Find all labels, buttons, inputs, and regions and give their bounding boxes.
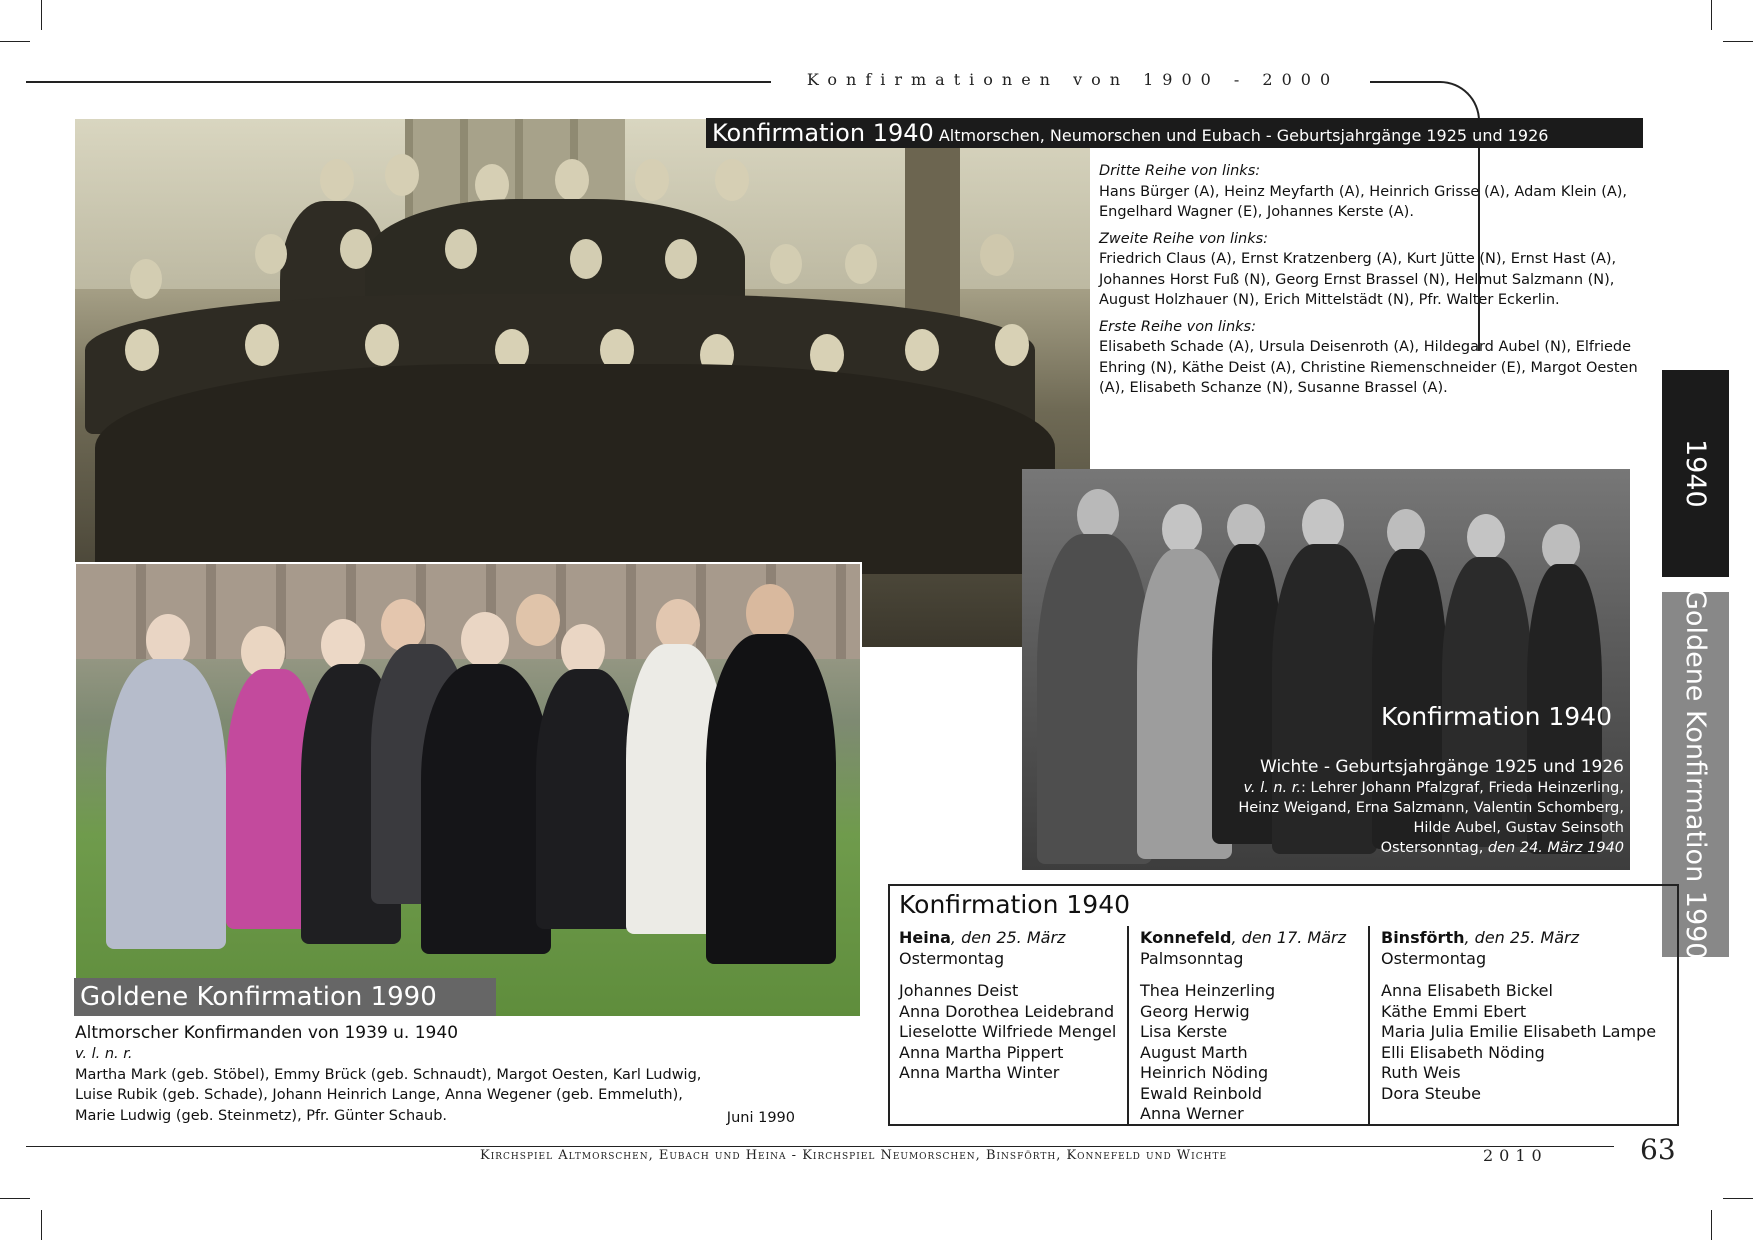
list-item: Ruth Weis — [1381, 1063, 1461, 1082]
crop-mark — [1723, 1198, 1753, 1199]
column-day: Palmsonntag — [1140, 948, 1244, 968]
list-item: Anna Werner — [1140, 1104, 1244, 1123]
names-1940-list — [1099, 161, 1659, 405]
column-divider — [1368, 926, 1370, 1126]
wichte-line-2 — [1022, 778, 1624, 798]
table-column-binsfoerth — [1381, 928, 1677, 1104]
title-subtitle: Altmorschen, Neumorschen und Eubach - Geburtsjahrgänge 1925 und 1926 — [938, 126, 1549, 145]
side-tab-golden-label: Goldene Konfirmation 1990 — [1680, 589, 1711, 960]
wichte-line-4: Hilde Aubel, Gustav Seinsoth — [1413, 820, 1624, 836]
row-heading: Dritte Reihe von links: — [1099, 163, 1261, 179]
column-place: Binsförth — [1381, 928, 1465, 947]
wichte-line-3: Heinz Weigand, Erna Salzmann, Valentin Schomberg, — [1238, 800, 1624, 816]
column-place: Heina — [899, 928, 951, 947]
row-heading: Erste Reihe von links: — [1099, 318, 1256, 335]
list-item: Georg Herwig — [1140, 1001, 1250, 1021]
table-column-heina — [899, 928, 1129, 1084]
golden-caption-names-2: Luise Rubik (geb. Schade), Johann Heinrich Lange, Anna Wegener (geb. Emmeluth), — [75, 1087, 683, 1103]
konfirmation-1940-table — [888, 884, 1679, 1126]
list-item: Anna Elisabeth Bickel — [1381, 981, 1553, 1000]
crop-mark — [1723, 41, 1753, 42]
footer-year: 2010 — [1483, 1146, 1548, 1165]
row-group — [1099, 161, 1659, 223]
list-item: Anna Martha Winter — [899, 1063, 1060, 1082]
golden-caption-lead: Altmorscher Konfirmanden von 1939 u. 1940 — [75, 1023, 459, 1043]
list-item: Ewald Reinbold — [1140, 1083, 1263, 1103]
golden-caption-names-3: Marie Ludwig (geb. Steinmetz), Pfr. Günter Schaub. — [75, 1107, 448, 1124]
golden-caption-names-1: Martha Mark (geb. Stöbel), Emmy Brück (geb. Schnaudt), Margot Oesten, Karl Ludwig, — [75, 1066, 702, 1083]
wichte-line-2-text: : Lehrer Johann Pfalzgraf, Frieda Heinzerling, — [1300, 780, 1624, 796]
wichte-line-1: Wichte - Geburtsjahrgänge 1925 und 1926 — [1260, 757, 1624, 777]
list-item: Käthe Emmi Ebert — [1381, 1001, 1527, 1021]
column-day: Ostermontag — [899, 948, 1005, 968]
golden-confirmation-label: Goldene Konfirmation 1990 — [74, 978, 496, 1016]
column-divider — [1127, 926, 1129, 1126]
list-item: Lieselotte Wilfriede Mengel — [899, 1022, 1117, 1041]
column-date: , den 25. März — [950, 928, 1066, 947]
list-item: Dora Steube — [1381, 1083, 1481, 1103]
title-main: Konfirmation 1940 — [712, 119, 934, 147]
crop-mark — [0, 41, 30, 42]
list-item: Johannes Deist — [899, 981, 1019, 1000]
table-column-konnefeld — [1140, 928, 1370, 1125]
list-item: Thea Heinzerling — [1140, 981, 1276, 1000]
table-title: Konfirmation 1940 — [899, 890, 1131, 919]
wichte-line-5 — [1022, 838, 1624, 858]
column-date: , den 25. März — [1464, 928, 1579, 947]
wichte-caption — [1022, 756, 1624, 858]
row-names: Hans Bürger (A), Heinz Meyfarth (A), Heinrich Grisse (A), Adam Klein (A), Engelhard Wagner (E), Johannes Kerste (A). — [1099, 183, 1628, 220]
list-item: Lisa Kerste — [1140, 1022, 1228, 1041]
list-item: Anna Dorothea Leidebrand — [899, 1001, 1115, 1021]
side-tab-1940 — [1662, 370, 1729, 577]
column-day: Ostermontag — [1381, 948, 1487, 968]
golden-caption-vlnr: v. l. n. r. — [75, 1046, 133, 1062]
page-header-title: Konfirmationen von 1900 - 2000 — [806, 70, 1340, 89]
column-place: Konnefeld — [1140, 928, 1232, 947]
row-names: Friedrich Claus (A), Ernst Kratzenberg (A), Kurt Jütte (N), Ernst Hast (A), Johannes Horst Fuß (N), Georg Ernst Brassel (N), Helmut Salzmann (N), August Holzhauer (N), Erich Mittelstädt (N), Pfr. Walter Eckerlin. — [1099, 251, 1617, 308]
crop-mark — [41, 0, 42, 30]
golden-caption-date: Juni 1990 — [726, 1110, 795, 1126]
row-heading: Zweite Reihe von links: — [1099, 230, 1269, 247]
footer-text: Kirchspiel Altmorschen, Eubach und Heina - Kirchspiel Neumorschen, Binsförth, Konnefeld und Wichte — [480, 1148, 1228, 1163]
footer-rule — [26, 1146, 1614, 1147]
header-rule-left — [26, 81, 771, 83]
row-names: Elisabeth Schade (A), Ursula Deisenroth (A), Hildegard Aubel (N), Elfriede Ehring (N), Käthe Deist (A), Christine Riemenschneider (E), Margot Oesten (A), Elisabeth Schanze (N), Susanne Brassel (A). — [1099, 339, 1638, 396]
wichte-vlnr: v. l. n. r. — [1243, 780, 1301, 796]
column-date: , den 17. März — [1231, 928, 1347, 947]
list-item: Anna Martha Pippert — [899, 1042, 1064, 1062]
wichte-title: Konfirmation 1940 — [1380, 702, 1612, 731]
photo-title-1940 — [706, 118, 1643, 148]
crop-mark — [1711, 1210, 1712, 1240]
wichte-line-5-date: den 24. März 1940 — [1487, 840, 1624, 856]
crop-mark — [0, 1198, 30, 1199]
wichte-line-5-prefix: Ostersonntag, — [1380, 840, 1488, 856]
list-item: August Marth — [1140, 1042, 1248, 1062]
crop-mark — [41, 1210, 42, 1240]
row-group — [1099, 229, 1659, 311]
golden-caption — [75, 1022, 795, 1126]
list-item: Maria Julia Emilie Elisabeth Lampe — [1381, 1022, 1657, 1041]
crop-mark — [1711, 0, 1712, 30]
side-tab-year: 1940 — [1680, 439, 1711, 508]
list-item: Heinrich Nöding — [1140, 1063, 1269, 1082]
page-number: 63 — [1640, 1133, 1676, 1166]
list-item: Elli Elisabeth Nöding — [1381, 1042, 1545, 1062]
photo-goldene-konfirmation-1990 — [74, 562, 862, 1018]
row-group — [1099, 317, 1659, 399]
